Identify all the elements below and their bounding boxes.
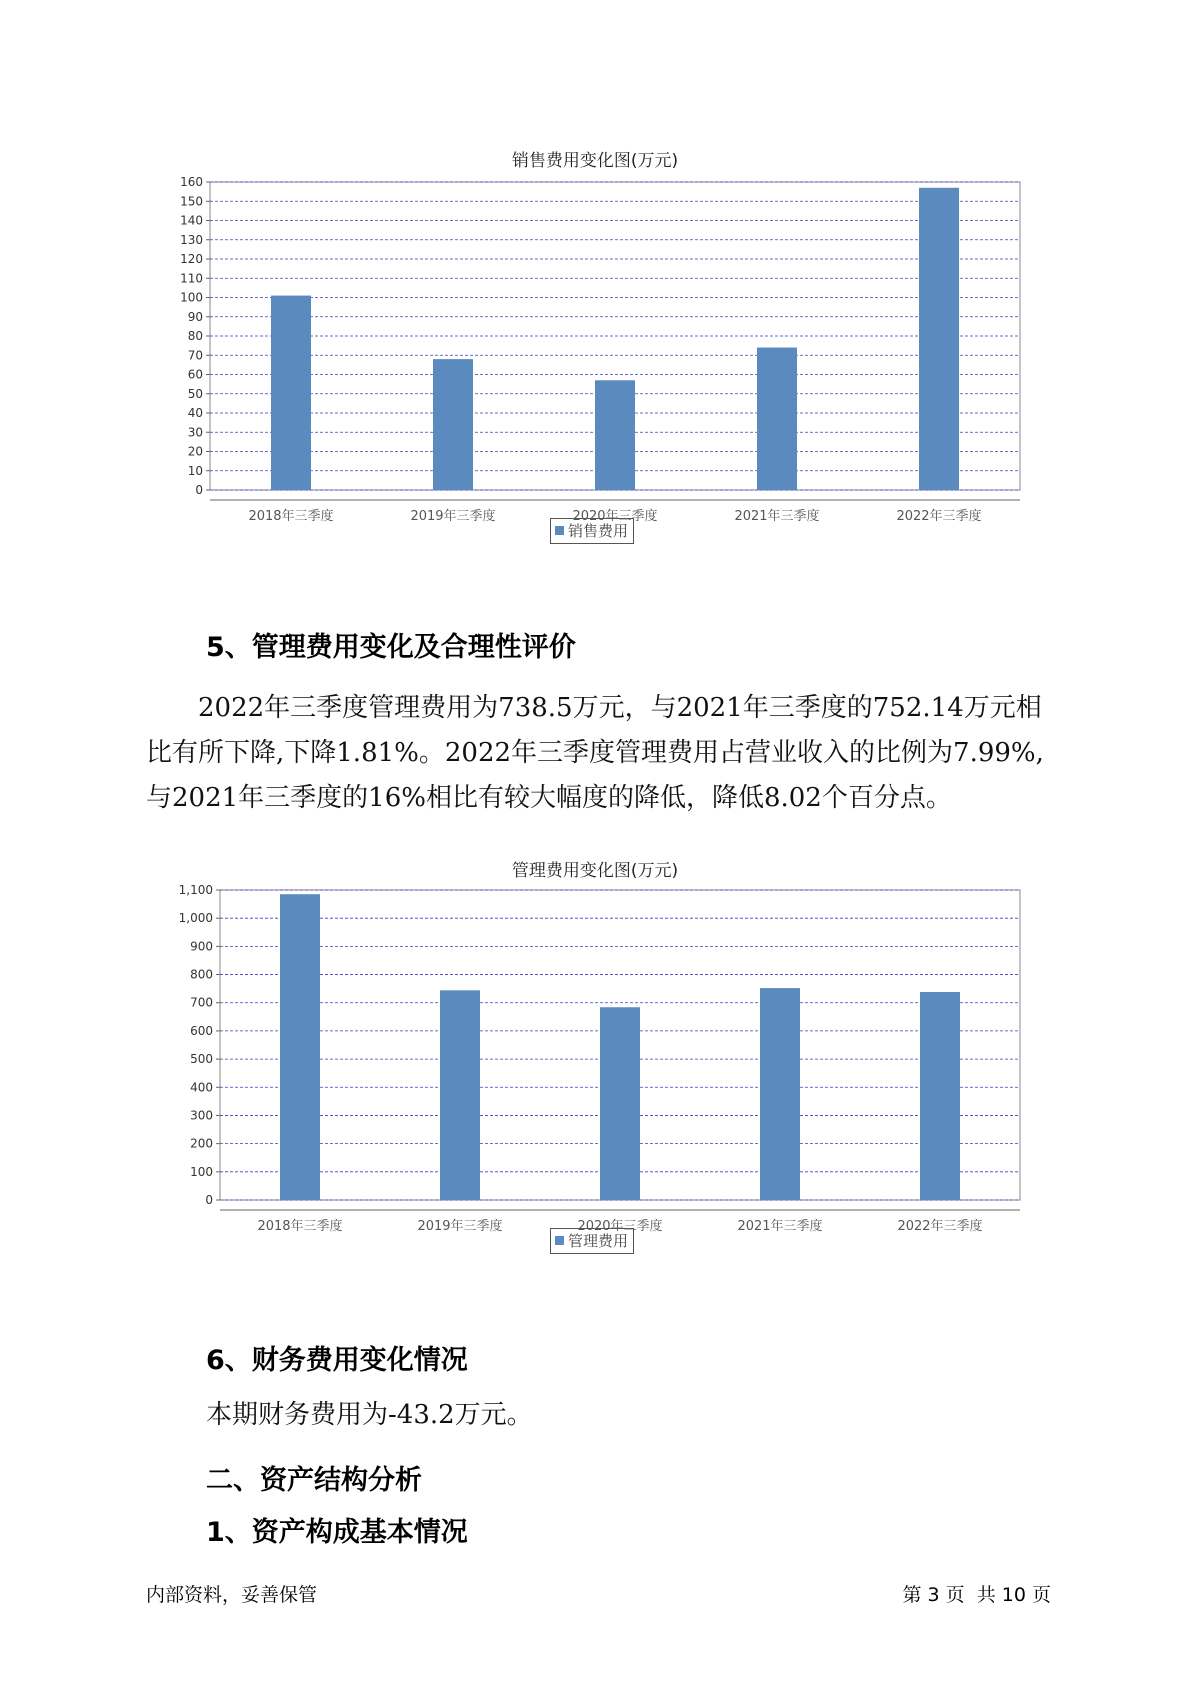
paragraph-line: 与2021年三季度的16%相比有较大幅度的降低，降低8.02个百分点。 [146, 783, 952, 813]
y-tick-label: 0 [195, 483, 203, 497]
chart-plot [160, 880, 1030, 1250]
bar [600, 1007, 640, 1200]
x-tick-label: 2021年三季度 [734, 509, 820, 524]
x-tick-label: 2022年三季度 [896, 509, 982, 524]
part-2-1-heading: 1、资产构成基本情况 [206, 1517, 468, 1548]
footer-left: 内部资料，妥善保管 [146, 1584, 318, 1606]
y-tick-label: 30 [187, 425, 203, 440]
bar [595, 380, 635, 490]
y-tick-label: 60 [187, 367, 203, 382]
y-tick-label: 800 [190, 967, 213, 982]
y-tick-label: 10 [187, 463, 203, 478]
bar [760, 988, 800, 1200]
footer-page-number: 第 3 页 共 10 页 [902, 1584, 1051, 1606]
y-tick-label: 160 [180, 175, 203, 189]
chart-legend [550, 518, 634, 544]
y-tick-label: 20 [187, 444, 203, 459]
x-tick-label: 2019年三季度 [410, 509, 496, 524]
x-tick-label: 2020年三季度 [572, 509, 658, 524]
y-tick-label: 100 [190, 1164, 213, 1179]
sales-expense-chart [160, 138, 1030, 548]
y-tick-label: 500 [190, 1052, 213, 1067]
y-tick-label: 0 [205, 1193, 213, 1207]
section-6-paragraph: 本期财务费用为-43.2万元。 [206, 1400, 533, 1430]
y-tick-label: 40 [187, 406, 203, 420]
y-tick-label: 70 [187, 348, 203, 363]
section-5-heading: 5、管理费用变化及合理性评价 [206, 632, 576, 663]
x-tick-label: 2020年三季度 [577, 1219, 663, 1234]
legend-label: 销售费用 [568, 522, 629, 540]
y-tick-label: 100 [180, 290, 203, 305]
paragraph-line: 2022年三季度管理费用为738.5万元，与2021年三季度的752.14万元相 [198, 693, 1042, 723]
y-tick-label: 130 [180, 232, 203, 247]
x-tick-label: 2022年三季度 [897, 1219, 983, 1234]
legend-swatch [555, 1236, 564, 1245]
x-tick-label: 2021年三季度 [737, 1219, 823, 1234]
x-tick-label: 2018年三季度 [257, 1219, 343, 1234]
y-tick-label: 110 [180, 271, 203, 286]
paragraph-line: 比有所下降,下降1.81%。2022年三季度管理费用占营业收入的比例为7.99%, [146, 738, 1044, 768]
admin-expense-chart [160, 848, 1030, 1258]
y-tick-label: 700 [190, 995, 213, 1010]
bar [919, 188, 959, 490]
y-tick-label: 400 [190, 1080, 213, 1095]
section-5-paragraph [146, 686, 1066, 821]
part-2-heading: 二、资产结构分析 [206, 1465, 422, 1496]
y-tick-label: 120 [180, 252, 203, 266]
chart-plot [160, 170, 1030, 540]
y-tick-label: 600 [190, 1023, 213, 1038]
y-tick-label: 150 [180, 194, 203, 209]
y-tick-label: 80 [187, 329, 203, 343]
chart-title: 管理费用变化图(万元) [511, 861, 679, 881]
y-tick-label: 140 [180, 213, 203, 228]
bar [920, 992, 960, 1200]
y-tick-label: 300 [190, 1108, 213, 1123]
x-tick-label: 2018年三季度 [248, 509, 334, 524]
chart-legend [550, 1228, 634, 1254]
y-tick-label: 90 [187, 309, 203, 324]
bar [440, 990, 480, 1200]
bar [757, 348, 797, 490]
section-6-heading: 6、财务费用变化情况 [206, 1345, 468, 1376]
y-tick-label: 200 [190, 1136, 213, 1151]
y-tick-label: 50 [187, 386, 203, 401]
y-tick-label: 900 [190, 939, 213, 954]
bar [280, 894, 320, 1200]
bar [433, 359, 473, 490]
chart-title: 销售费用变化图(万元) [511, 151, 679, 171]
legend-label: 管理费用 [568, 1232, 629, 1250]
x-tick-label: 2019年三季度 [417, 1219, 503, 1234]
bar [271, 296, 311, 490]
legend-swatch [555, 526, 564, 535]
y-tick-label: 1,100 [178, 883, 213, 897]
y-tick-label: 1,000 [178, 911, 213, 926]
